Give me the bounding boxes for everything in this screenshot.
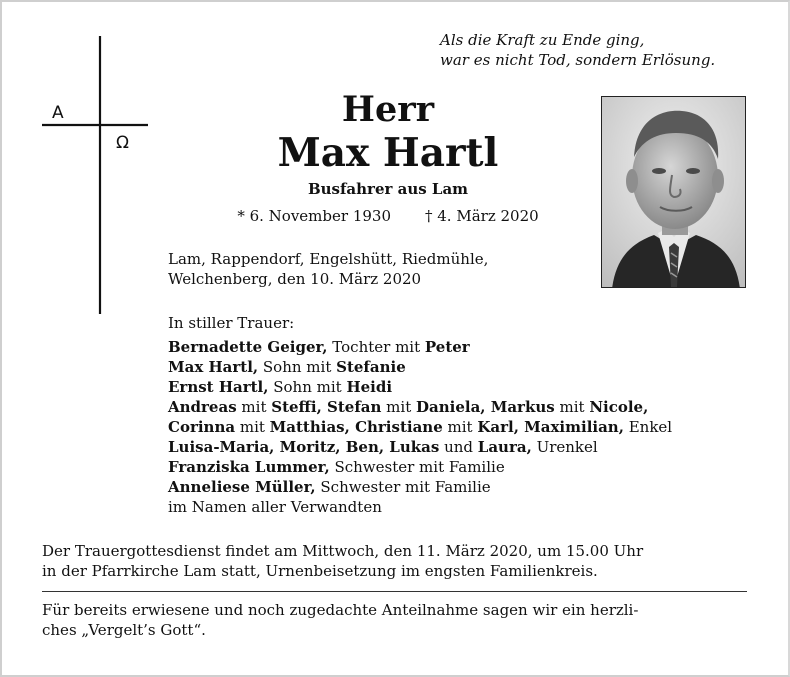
alpha-symbol: A — [52, 103, 64, 123]
mourner-name: Stefanie — [336, 358, 406, 376]
divider — [42, 591, 747, 592]
thanks-note — [42, 600, 762, 640]
service-line-1: Der Trauergottesdienst findet am Mittwoch, den 11. März 2020, um 15.00 Uhr — [42, 542, 644, 560]
mourner-line — [168, 397, 758, 417]
birth-date: * 6. November 1930 — [237, 207, 391, 225]
mourner-name: Matthias, Christiane — [269, 418, 443, 436]
place-line-1: Lam, Rappendorf, Engelshütt, Riedmühle, — [168, 250, 489, 268]
mourner-relation: Schwester mit Familie — [315, 478, 491, 496]
service-line-2: in der Pfarrkirche Lam statt, Urnenbeisetzung im engsten Familienkreis. — [42, 562, 598, 580]
mourner-relation: mit — [236, 398, 272, 416]
mourner-relation: mit — [442, 418, 478, 436]
mourner-relation: Urenkel — [531, 438, 598, 456]
thanks-line-1: Für bereits erwiesene und noch zugedachte Anteilnahme sagen wir ein herzli- — [42, 601, 639, 619]
mourner-name: Bernadette Geiger, — [168, 338, 328, 356]
mourner-relation: Sohn mit — [268, 378, 347, 396]
mourner-name: Luisa-Maria, Moritz, Ben, Lukas — [168, 438, 440, 456]
funeral-service-info — [42, 541, 762, 581]
mourner-line — [168, 457, 758, 477]
mourner-name: Anneliese Müller, — [168, 478, 316, 496]
mourner-name: Karl, Maximilian, — [477, 418, 624, 436]
mourner-lines — [168, 337, 758, 517]
life-dates — [168, 204, 608, 228]
mourners-lead: In stiller Trauer: — [168, 314, 295, 332]
portrait-photo — [601, 96, 746, 288]
mourner-line — [168, 337, 758, 357]
mourner-line — [168, 437, 758, 457]
mourner-relation: im Namen aller Verwandten — [168, 498, 382, 516]
occupation: Busfahrer aus Lam — [307, 180, 469, 198]
mourners-list — [168, 313, 758, 517]
honorific: Herr — [341, 89, 435, 130]
mourner-line — [168, 417, 758, 437]
mourner-relation: Sohn mit — [258, 358, 337, 376]
mourner-name: Heidi — [346, 378, 393, 396]
mourner-name: Max Hartl, — [168, 358, 259, 376]
mourner-name: Franziska Lummer, — [168, 458, 330, 476]
place-line-2: Welchenberg, den 10. März 2020 — [168, 270, 422, 288]
mourner-line — [168, 377, 758, 397]
mourner-relation: Tochter mit — [327, 338, 425, 356]
mourner-relation: Schwester mit Familie — [329, 458, 505, 476]
mourner-line — [168, 357, 758, 377]
mourner-relation: mit — [235, 418, 270, 436]
mourner-line — [168, 477, 758, 497]
mourner-name: Steffi, Stefan — [271, 398, 382, 416]
mourner-name: Peter — [424, 338, 470, 356]
omega-symbol: Ω — [116, 133, 129, 153]
portrait-image — [602, 97, 746, 288]
motto-line-1: Als die Kraft zu Ende ging, — [440, 31, 645, 49]
mourner-name: Andreas — [168, 398, 237, 416]
cross-icon — [38, 30, 148, 320]
mourner-line — [168, 497, 758, 517]
mourner-name: Daniela, Markus — [416, 398, 555, 416]
mourner-name: Ernst Hartl, — [168, 378, 269, 396]
deceased-name: Max Hartl — [277, 130, 499, 176]
motto-verse — [440, 30, 760, 70]
place-and-date — [168, 249, 588, 289]
death-date: † 4. März 2020 — [425, 207, 539, 225]
mourner-relation: mit — [554, 398, 590, 416]
mourner-relation: und — [439, 438, 478, 456]
mourner-name: Corinna — [168, 418, 236, 436]
mourner-name: Nicole, — [589, 398, 649, 416]
thanks-line-2: ches „Vergelt’s Gott“. — [42, 621, 206, 639]
deceased-heading — [168, 90, 608, 228]
mourner-relation: mit — [381, 398, 416, 416]
mourner-relation: Enkel — [623, 418, 673, 436]
motto-line-2: war es nicht Tod, sondern Erlösung. — [440, 51, 716, 69]
mourner-name: Laura, — [477, 438, 532, 456]
